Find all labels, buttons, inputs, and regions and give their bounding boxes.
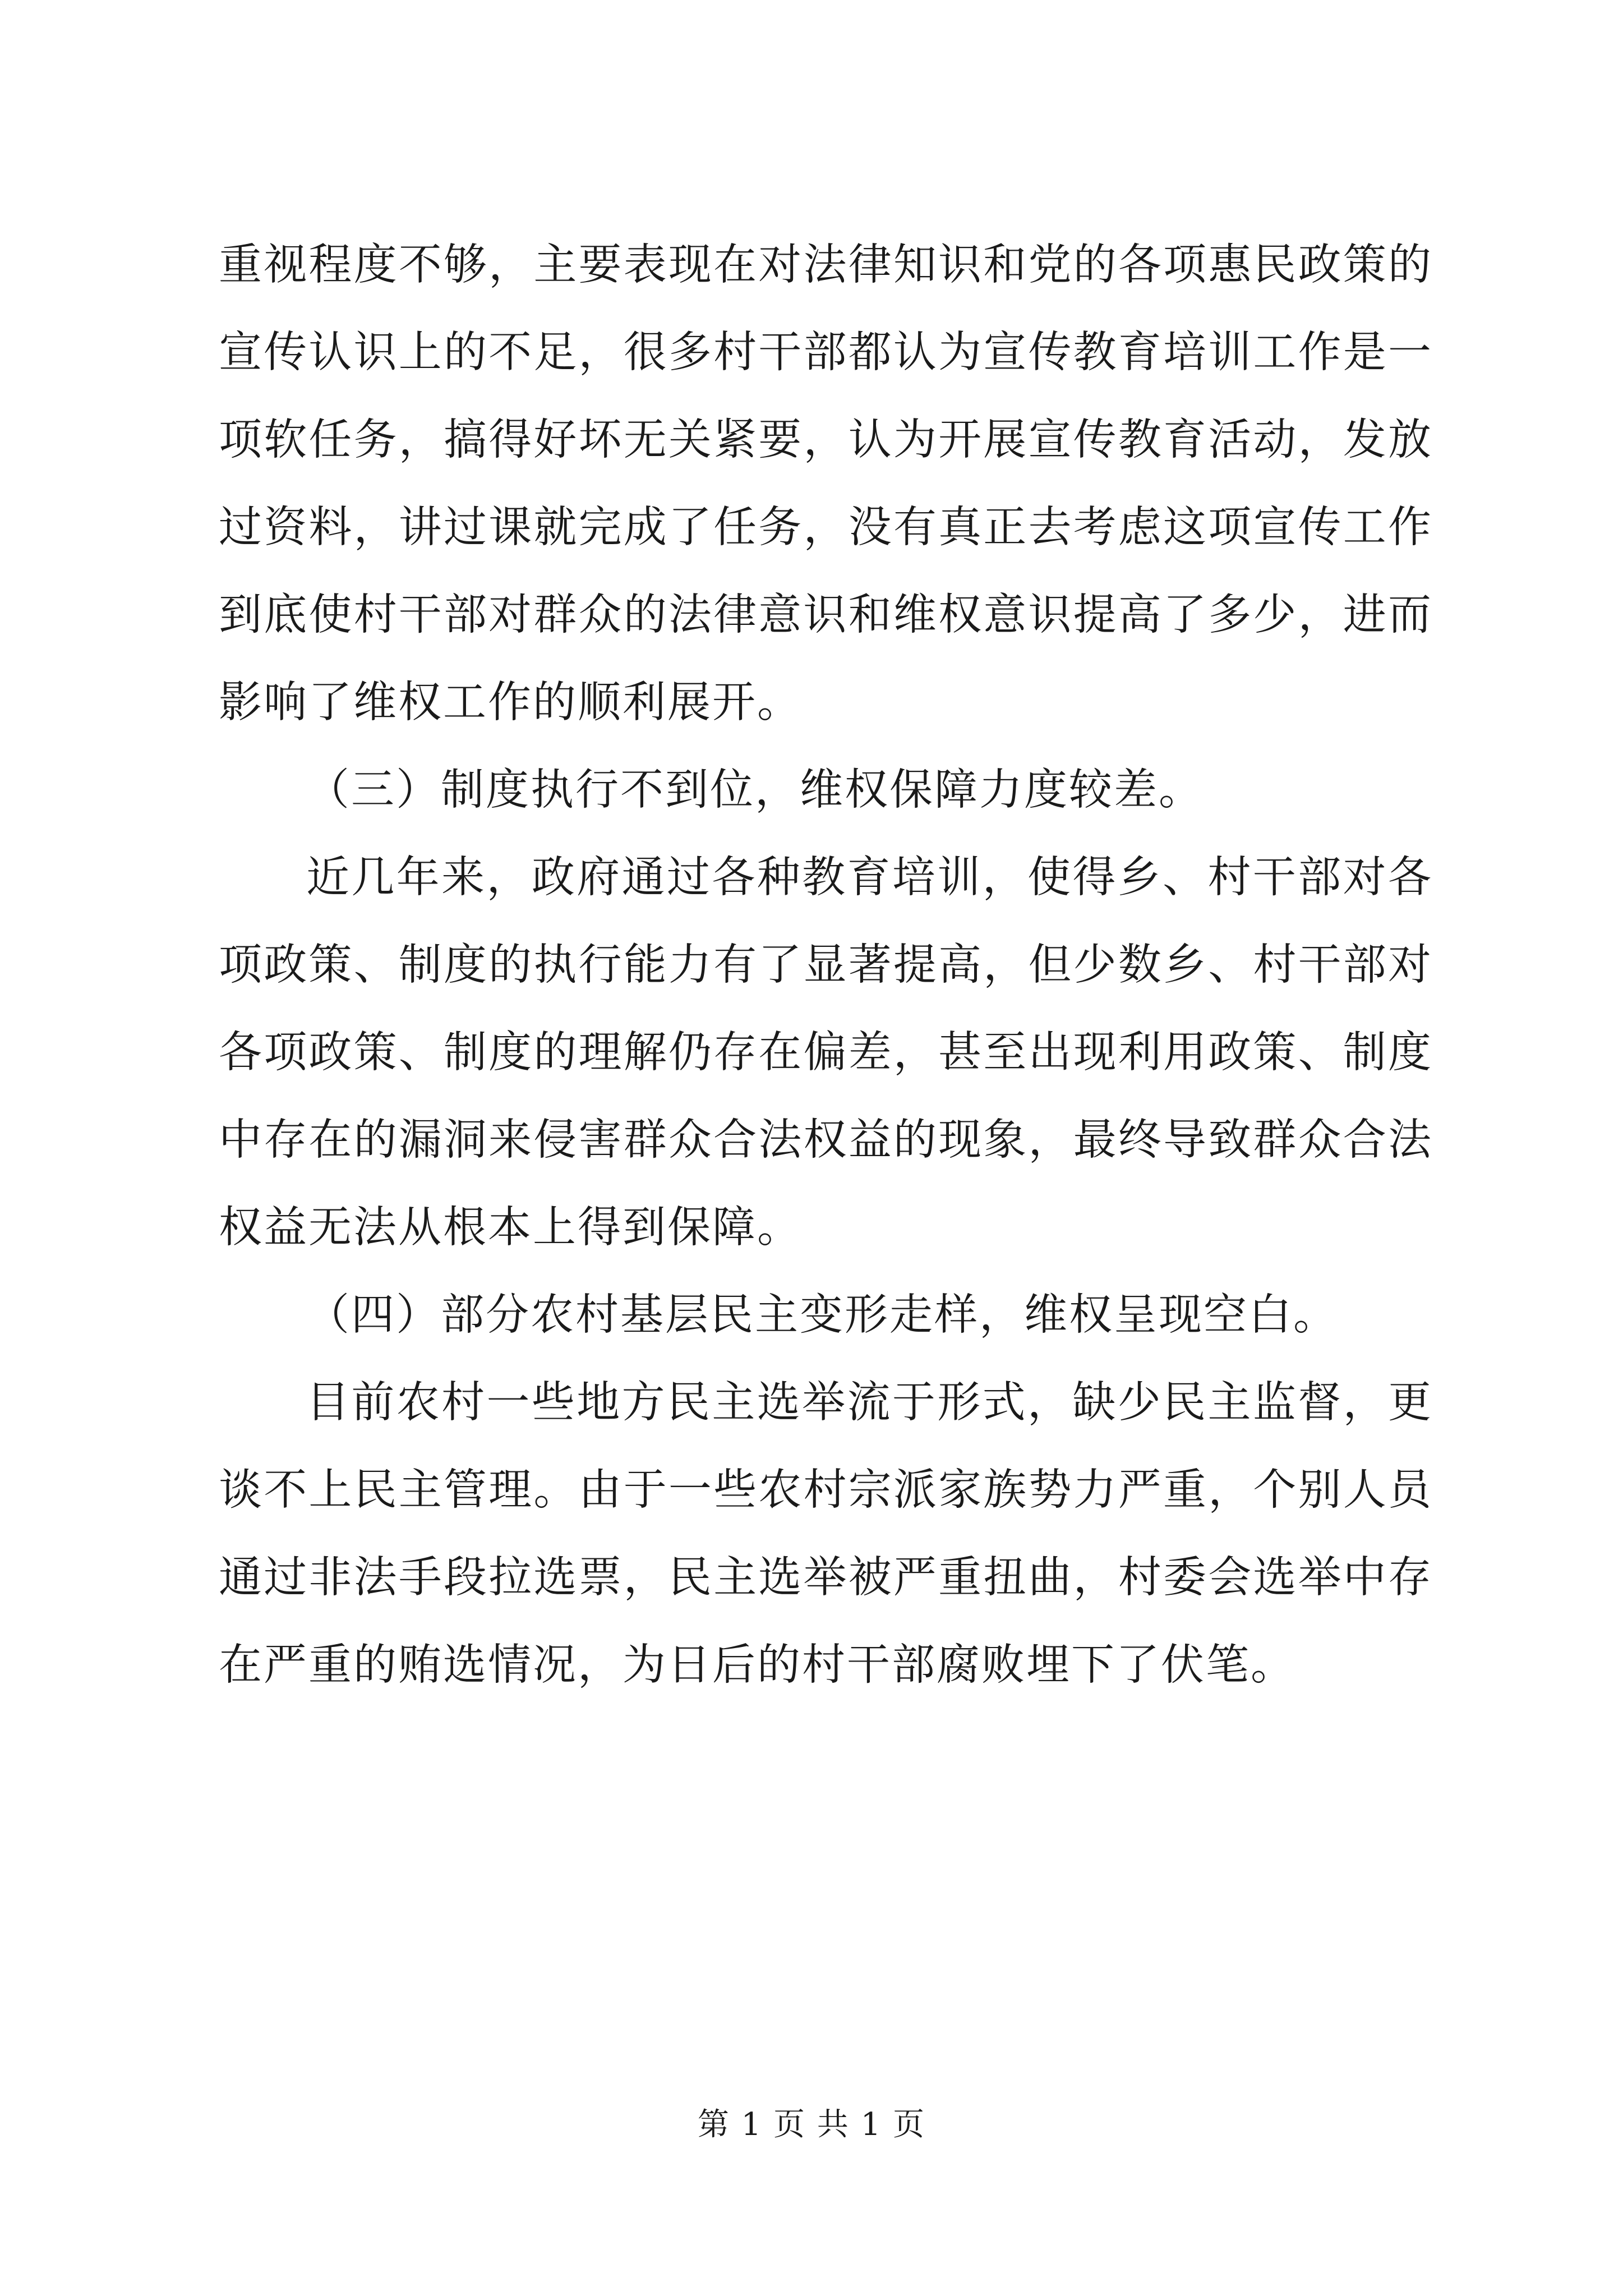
section-heading-4: （四）部分农村基层民主变形走样，维权呈现空白。 — [306, 1290, 1338, 1340]
page-footer: 第 1 页 共 1 页 — [697, 2106, 926, 2143]
document-body — [219, 222, 1433, 1709]
paragraph-section-4: 目前农村一些地方民主选举流于形式，缺少民主监督，更谈不上民主管理。由于一些农村宗派家族势力严重，个别人员通过非法手段拉选票，民主选举被严重扭曲，村委会选举中存在严重的贿选情况，为日后的村干部腐败埋下了伏笔。 — [219, 1378, 1433, 1690]
section-heading-3: （三）制度执行不到位，维权保障力度较差。 — [306, 765, 1204, 815]
paragraph-continuation: 重视程度不够，主要表现在对法律知识和党的各项惠民政策的宣传认识上的不足，很多村干部都认为宣传教育培训工作是一项软任务，搞得好坏无关紧要，认为开展宣传教育活动，发放过资料，讲过课就完成了任务，没有真正去考虑这项宣传工作到底使村干部对群众的法律意识和维权意识提高了多少，进而影响了维权工作的顺利展开。 — [219, 240, 1433, 728]
paragraph-section-3: 近几年来，政府通过各种教育培训，使得乡、村干部对各项政策、制度的执行能力有了显著提高，但少数乡、村干部对各项政策、制度的理解仍存在偏差，甚至出现利用政策、制度中存在的漏洞来侵害群众合法权益的现象，最终导致群众合法权益无法从根本上得到保障。 — [219, 853, 1433, 1253]
